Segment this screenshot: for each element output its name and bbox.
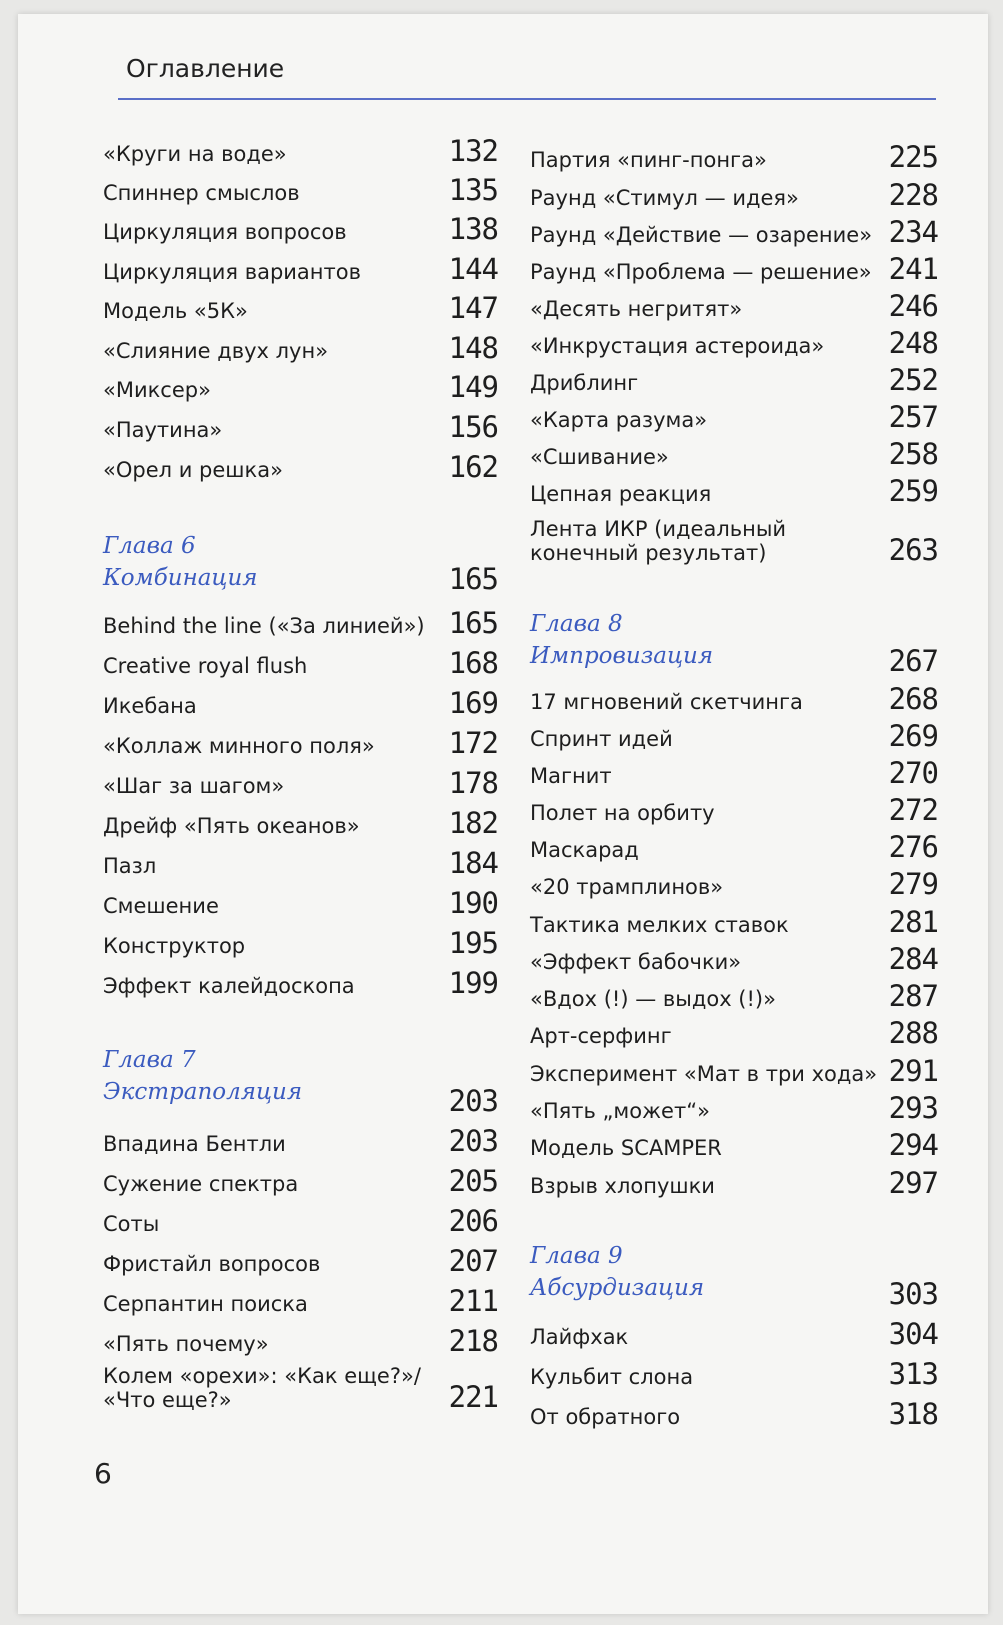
toc-entry[interactable]: Арт-серфинг 288: [530, 1016, 938, 1050]
chapter-heading-7[interactable]: Глава 7 Экстраполяция: [103, 1047, 303, 1105]
toc-entry[interactable]: Сужение спектра 205: [103, 1164, 498, 1198]
toc-entry[interactable]: «Сшивание» 258: [530, 437, 938, 471]
book-page: [18, 14, 988, 1614]
toc-entry[interactable]: «Орел и решка» 162: [103, 450, 498, 484]
toc-entry[interactable]: Тактика мелких ставок 281: [530, 905, 938, 939]
toc-entry[interactable]: Модель «5К» 147: [103, 291, 498, 325]
toc-entry[interactable]: «Коллаж минного поля» 172: [103, 726, 498, 760]
toc-entry[interactable]: Фристайл вопросов 207: [103, 1244, 498, 1278]
toc-entry[interactable]: Смешение 190: [103, 886, 498, 920]
toc-entry[interactable]: Колем «орехи»: «Как еще?»/ «Что еще?» 221: [103, 1364, 498, 1414]
toc-entry[interactable]: 17 мгновений скетчинга 268: [530, 682, 938, 716]
toc-entry[interactable]: «Вдох (!) — выдох (!)» 287: [530, 979, 938, 1013]
toc-entry[interactable]: «Миксер» 149: [103, 370, 498, 404]
toc-entry[interactable]: Дриблинг 252: [530, 363, 938, 397]
toc-entry[interactable]: Модель SCAMPER 294: [530, 1128, 938, 1162]
toc-entry[interactable]: Серпантин поиска 211: [103, 1284, 498, 1318]
toc-entry[interactable]: «Слияние двух лун» 148: [103, 331, 498, 365]
page-number: 6: [94, 1457, 112, 1490]
toc-entry[interactable]: «20 трамплинов» 279: [530, 867, 938, 901]
chapter-page: 267: [888, 644, 938, 678]
page-title: Оглавление: [126, 54, 285, 83]
toc-entry[interactable]: Цепная реакция 259: [530, 474, 938, 508]
chapter-heading-9[interactable]: Глава 9 Абсурдизация: [530, 1243, 705, 1301]
toc-entry[interactable]: Пазл 184: [103, 846, 498, 880]
toc-entry[interactable]: Лайфхак 304: [530, 1317, 938, 1351]
chapter-page: 303: [888, 1277, 938, 1311]
toc-entry[interactable]: Кульбит слона 313: [530, 1357, 938, 1391]
toc-entry[interactable]: Магнит 270: [530, 756, 938, 790]
toc-entry[interactable]: Эксперимент «Мат в три хода» 291: [530, 1054, 938, 1088]
toc-entry[interactable]: Партия «пинг-понга» 225: [530, 140, 938, 174]
toc-entry[interactable]: Впадина Бентли 203: [103, 1124, 498, 1158]
toc-entry[interactable]: Раунд «Проблема — решение» 241: [530, 252, 938, 286]
toc-entry[interactable]: Икебана 169: [103, 686, 498, 720]
toc-entry[interactable]: «Эффект бабочки» 284: [530, 942, 938, 976]
toc-entry[interactable]: Взрыв хлопушки 297: [530, 1166, 938, 1200]
toc-entry[interactable]: Спиннер смыслов 135: [103, 173, 498, 207]
toc-entry[interactable]: Циркуляция вопросов 138: [103, 212, 498, 246]
toc-entry[interactable]: Creative royal flush 168: [103, 646, 498, 680]
toc-entry[interactable]: Дрейф «Пять океанов» 182: [103, 806, 498, 840]
toc-entry[interactable]: «Пять „может“» 293: [530, 1091, 938, 1125]
toc-entry[interactable]: Раунд «Действие — озарение» 234: [530, 215, 938, 249]
toc-entry[interactable]: «Пять почему» 218: [103, 1324, 498, 1358]
toc-entry[interactable]: Конструктор 195: [103, 926, 498, 960]
toc-entry[interactable]: «Десять негритят» 246: [530, 289, 938, 323]
toc-entry[interactable]: «Шаг за шагом» 178: [103, 766, 498, 800]
chapter-page: 165: [448, 562, 498, 596]
toc-entry[interactable]: Эффект калейдоскопа 199: [103, 966, 498, 1000]
toc-entry[interactable]: «Инкрустация астероида» 248: [530, 326, 938, 360]
toc-entry[interactable]: «Карта разума» 257: [530, 400, 938, 434]
toc-entry[interactable]: «Круги на воде» 132: [103, 134, 498, 168]
header-divider: [118, 98, 936, 100]
toc-entry[interactable]: Behind the line («За линией») 165: [103, 606, 498, 640]
toc-entry[interactable]: От обратного 318: [530, 1397, 938, 1431]
toc-entry[interactable]: Спринт идей 269: [530, 719, 938, 753]
chapter-heading-6[interactable]: Глава 6 Комбинация: [103, 533, 258, 591]
chapter-heading-8[interactable]: Глава 8 Импровизация: [530, 611, 714, 669]
chapter-page: 203: [448, 1084, 498, 1118]
toc-entry[interactable]: Циркуляция вариантов 144: [103, 252, 498, 286]
toc-entry[interactable]: Раунд «Стимул — идея» 228: [530, 178, 938, 212]
toc-entry[interactable]: «Паутина» 156: [103, 410, 498, 444]
toc-entry[interactable]: Лента ИКР (идеальный конечный результат) 263: [530, 517, 938, 567]
toc-entry[interactable]: Соты 206: [103, 1204, 498, 1238]
toc-entry[interactable]: Маскарад 276: [530, 830, 938, 864]
toc-entry[interactable]: Полет на орбиту 272: [530, 793, 938, 827]
